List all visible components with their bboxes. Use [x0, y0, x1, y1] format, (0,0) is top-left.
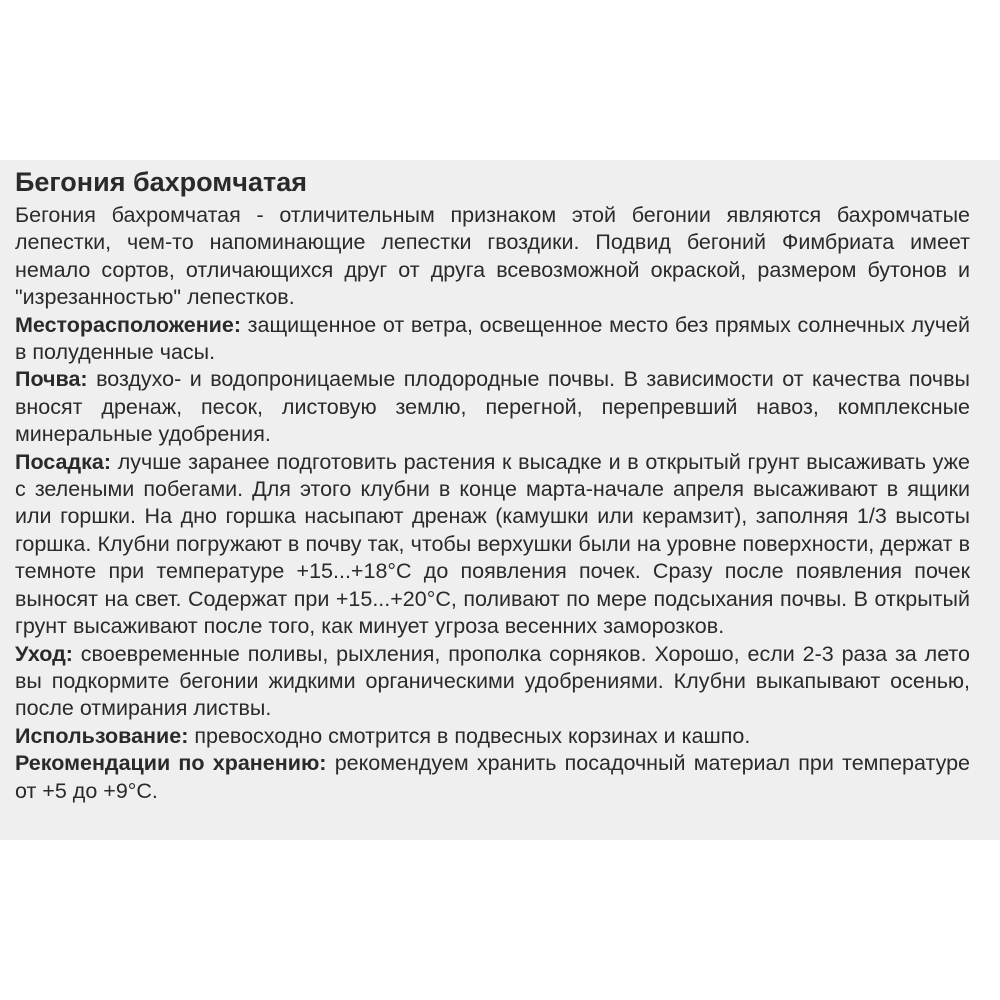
description-card: [0, 160, 1000, 840]
intro-paragraph: Бегония бахромчатая - отличительным признаком этой бегонии являются бахромчатые лепестки, чем-то напоминающие лепестки гвоздики. Подвид бегоний Фимбриата имеет немало сортов, отличающихся друг от друга всевозможной окраской, размером бутонов и "изрезанностью" лепестков.: [15, 203, 970, 310]
document-title: Бегония бахромчатая: [15, 167, 307, 197]
section-planting: [15, 449, 970, 641]
section-soil-label: Почва:: [15, 367, 88, 392]
section-soil-text: воздухо- и водопроницаемые плодородные почвы. В зависимости от качества почвы вносят дренаж, песок, листовую землю, перегной, перепревший навоз, комплексные минеральные удобрения.: [15, 367, 970, 447]
section-planting-label: Посадка:: [15, 449, 112, 474]
section-usage: [15, 723, 970, 750]
section-storage-text: рекомендуем хранить посадочный материал при температуре от +5 до +9°С.: [15, 751, 970, 803]
section-care-text: своевременные поливы, рыхления, прополка сорняков. Хорошо, если 2-3 раза за лето вы подкормите бегонии жидкими органическими удобрениями. Клубни выкапывают осенью, после отмирания листвы.: [15, 641, 970, 721]
section-planting-text: лучше заранее подготовить растения к высадке и в открытый грунт высаживать уже с зелеными побегами. Для этого клубни в конце марта-начале апреля высаживают в ящики или горшки. На дно горшка насыпают дренаж (камушки или керамзит), заполняя 1/3 высоты горшка. Клубни погружают в почву так, чтобы верхушки были на уровне поверхности, держат в темноте при температуре +15...+18°С до появления почек. Сразу после появления почек выносят на свет. Содержат при +15...+20°С, поливают по мере подсыхания почвы. В открытый грунт высаживают после того, как минует угроза весенних заморозков.: [15, 449, 970, 639]
section-care: [15, 641, 970, 723]
section-location: [15, 312, 970, 367]
section-location-label: Месторасположение:: [15, 312, 242, 337]
section-storage: [15, 750, 970, 805]
section-storage-label: Рекомендации по хранению:: [15, 751, 327, 776]
section-location-text: защищенное от ветра, освещенное место без прямых солнечных лучей в полуденные часы.: [15, 312, 970, 365]
section-soil: [15, 366, 970, 448]
section-care-label: Уход:: [15, 641, 73, 666]
section-usage-label: Использование:: [15, 723, 189, 748]
section-usage-text: превосходно смотрится в подвесных корзинах и кашпо.: [188, 723, 751, 748]
